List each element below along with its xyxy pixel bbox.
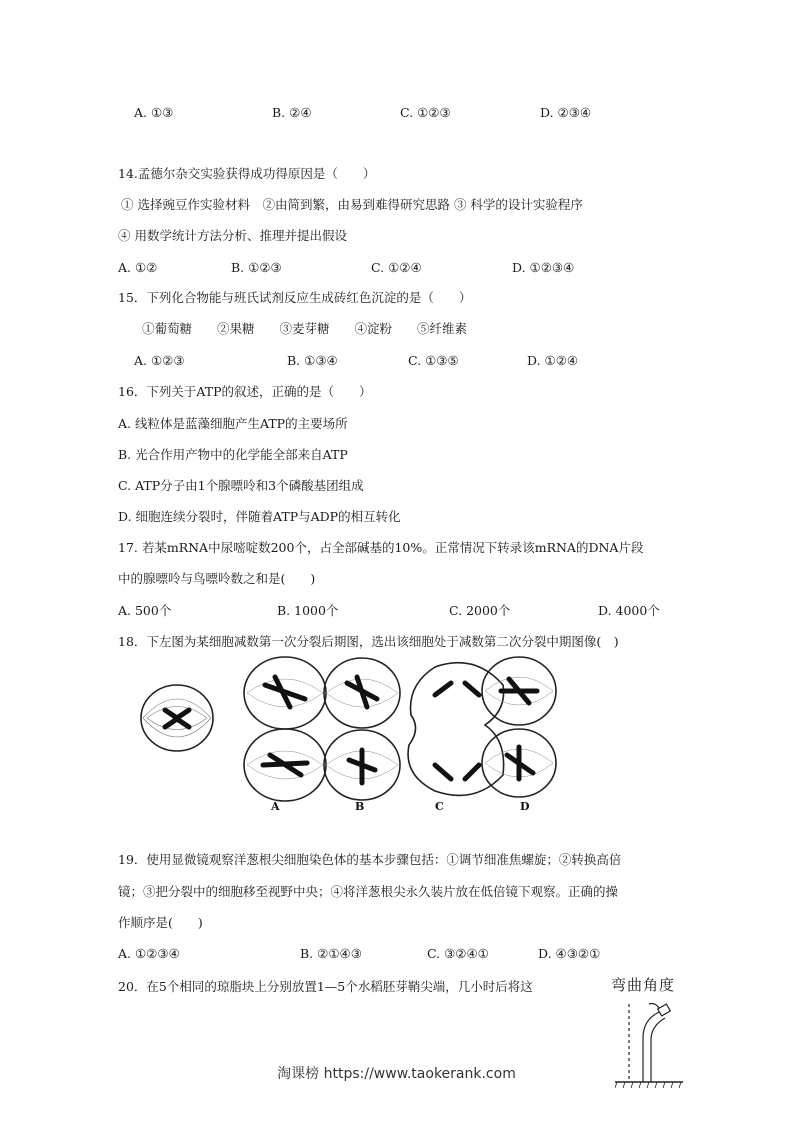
q15-items: ①葡萄糖 ②果糖 ③麦芽糖 ④淀粉 ⑤纤维素 xyxy=(142,321,468,336)
q14-option-d: D. ①②③④ xyxy=(512,260,575,275)
q14-option-a: A. ①② xyxy=(118,260,158,275)
q14-items-line1: ① 选择豌豆作实验材料 ②由简到繁，由易到难得研究思路 ③ 科学的设计实验程序 xyxy=(121,197,583,212)
q19-option-c: C. ③②④① xyxy=(427,946,489,961)
q18-label-d: D xyxy=(520,800,530,813)
footer-watermark: 淘课榜 https://www.taokerank.com xyxy=(277,1066,516,1082)
q15-option-b: B. ①③④ xyxy=(287,353,338,368)
q18-label-a: A xyxy=(271,800,280,813)
q18-figure xyxy=(135,655,590,825)
q19-stem-line3: 作顺序是( ) xyxy=(118,915,203,930)
q16-option-c: C. ATP分子由1个腺嘌呤和3个磷酸基团组成 xyxy=(118,478,364,493)
q18-label-c: C xyxy=(435,800,444,813)
q14-stem: 14.孟德尔杂交实验获得成功得原因是（ ） xyxy=(118,166,376,181)
q16-option-a: A. 线粒体是蓝藻细胞产生ATP的主要场所 xyxy=(118,416,348,431)
q16-stem: 16．下列关于ATP的叙述，正确的是（ ） xyxy=(118,384,372,399)
q18-label-b: B xyxy=(355,800,365,813)
q17-option-a: A. 500个 xyxy=(118,603,172,618)
q15-option-a: A. ①②③ xyxy=(134,353,185,368)
q13-option-b: B. ②④ xyxy=(272,105,312,120)
q13-option-a: A. ①③ xyxy=(134,105,174,120)
q14-items-line2: ④ 用数学统计方法分析、推理并提出假设 xyxy=(118,228,347,243)
q15-option-d: D. ①②④ xyxy=(527,353,579,368)
q14-option-b: B. ①②③ xyxy=(231,260,282,275)
q17-option-c: C. 2000个 xyxy=(449,603,511,618)
q17-option-b: B. 1000个 xyxy=(277,603,339,618)
q19-option-d: D. ④③②① xyxy=(538,946,601,961)
q13-option-d: D. ②③④ xyxy=(540,105,592,120)
q20-stem: 20．在5个相同的琼脂块上分别放置1—5个水稻胚芽鞘尖端，几小时后将这 xyxy=(118,979,533,994)
q19-option-b: B. ②①④③ xyxy=(300,946,362,961)
q16-option-d: D. 细胞连续分裂时，伴随着ATP与ADP的相互转化 xyxy=(118,509,401,524)
q15-stem: 15．下列化合物能与班氏试剂反应生成砖红色沉淀的是（ ） xyxy=(118,290,472,305)
q18-stem: 18．下左图为某细胞减数第一次分裂后期图，选出该细胞处于减数第二次分裂中期图像( ) xyxy=(118,634,619,649)
bend-angle-label: 弯曲角度 xyxy=(611,976,676,994)
q17-stem-line1: 17. 若某mRNA中尿嘧啶数200个，占全部碱基的10%。正常情况下转录该mRNA的DNA片段 xyxy=(118,540,644,555)
q19-stem-line1: 19．使用显微镜观察洋葱根尖细胞染色体的基本步骤包括：①调节细准焦螺旋；②转换高倍 xyxy=(118,852,622,867)
q15-option-c: C. ①③⑤ xyxy=(408,353,459,368)
q13-option-c: C. ①②③ xyxy=(400,105,451,120)
q17-stem-line2: 中的腺嘌呤与鸟嘌呤数之和是( ) xyxy=(118,571,316,586)
q16-option-b: B. 光合作用产物中的化学能全部来自ATP xyxy=(118,447,348,462)
q19-option-a: A. ①②③④ xyxy=(118,946,180,961)
q14-option-c: C. ①②④ xyxy=(371,260,422,275)
q17-option-d: D. 4000个 xyxy=(598,603,660,618)
q19-stem-line2: 镜；③把分裂中的细胞移至视野中央；④将洋葱根尖永久装片放在低倍镜下观察。正确的操 xyxy=(118,884,619,899)
